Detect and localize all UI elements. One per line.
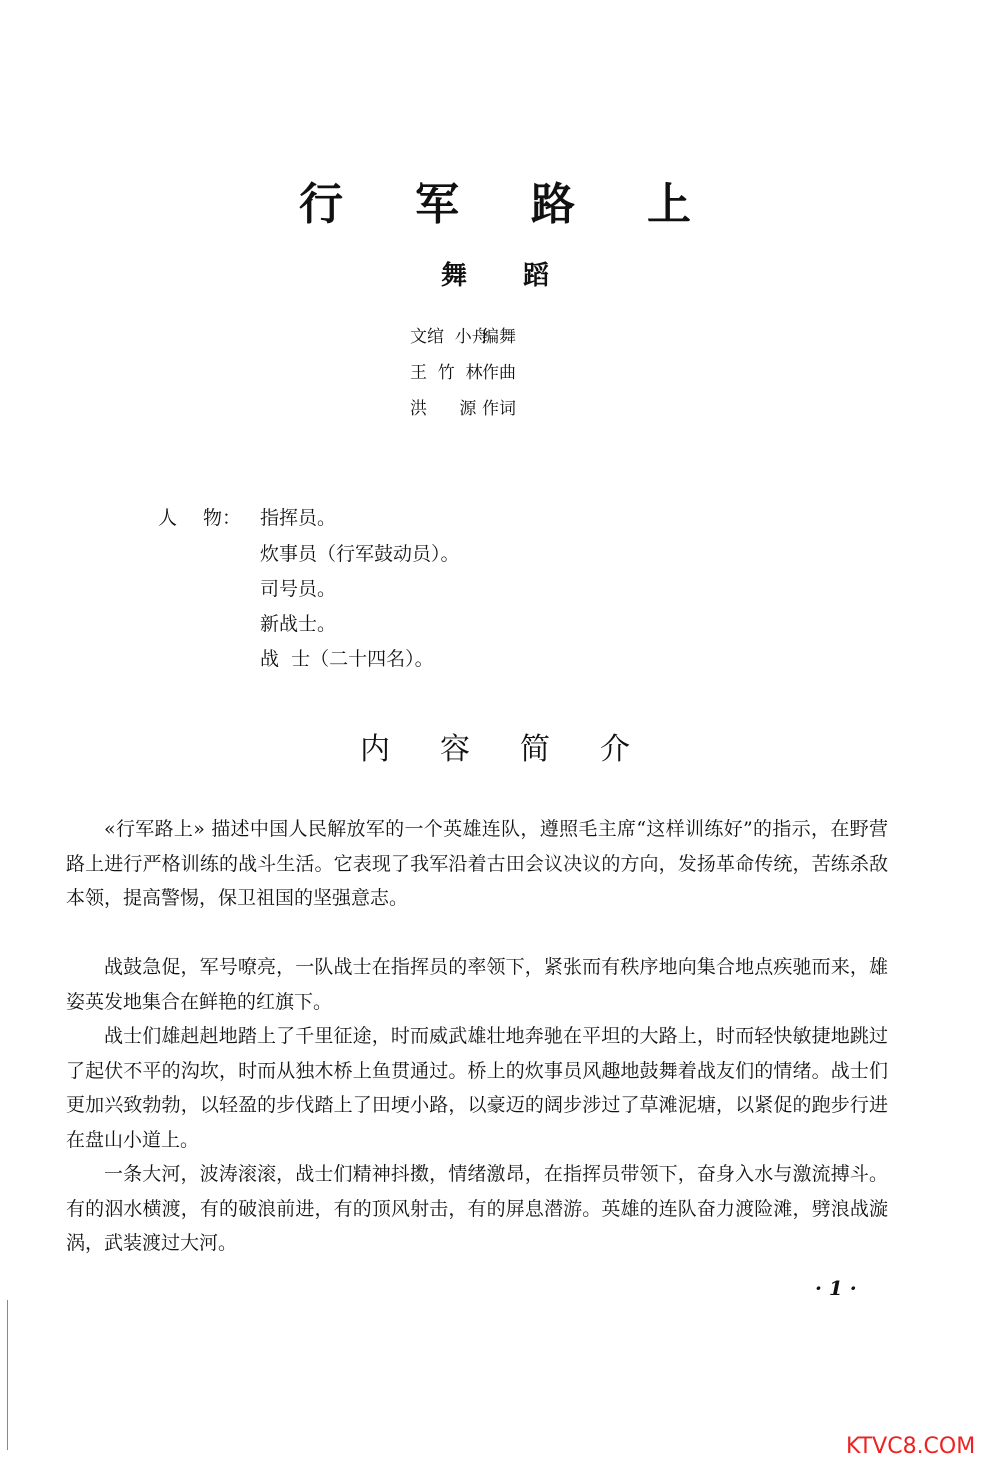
section-title-char: 内 <box>360 732 390 767</box>
intro-text <box>66 812 888 916</box>
credit-name: 洪 源 <box>410 399 477 419</box>
credit-role: 作曲 <box>482 363 516 383</box>
cast-list <box>158 502 460 678</box>
credit-line <box>410 322 516 358</box>
cast-label: 人 <box>158 507 178 529</box>
cast-label: 物： <box>203 507 242 529</box>
title-char: 军 <box>415 179 459 230</box>
cast-item: 战 士（二十四名）。 <box>260 648 434 670</box>
title-char: 行 <box>299 179 343 230</box>
subtitle-char: 舞 <box>440 261 467 291</box>
scan-edge-line <box>7 1300 8 1450</box>
cast-item: 司号员。 <box>260 578 337 600</box>
paragraph: 一条大河，波涛滚滚，战士们精神抖擞，情绪激昂，在指挥员带领下，奋身入水与激流搏斗。有的泅水横渡，有的破浪前进，有的顶风射击，有的屏息潜游。英雄的连队奋力渡险滩，劈浪战漩涡，武装渡过大河。 <box>66 1163 888 1254</box>
credit-name: 王 竹 林 <box>410 363 483 383</box>
paragraph: «行军路上» 描述中国人民解放军的一个英雄连队，遵照毛主席“这样训练好”的指示，在野营路上进行严格训练的战斗生活。它表现了我军沿着古田会议决议的方向，发扬革命传统，苦练杀敌本领，提高警惕，保卫祖国的坚强意志。 <box>66 818 888 909</box>
credits-block <box>410 322 516 430</box>
cast-item: 指挥员。 <box>260 507 337 529</box>
credit-role: 作词 <box>482 399 516 419</box>
credit-role: 编舞 <box>482 327 516 347</box>
page-title <box>0 168 990 232</box>
section-title-char: 介 <box>600 732 630 767</box>
cast-item: 炊事员（行军鼓动员）。 <box>260 543 460 565</box>
credit-name: 文绾 小舟 <box>410 327 489 347</box>
section-title-char: 容 <box>440 732 470 767</box>
title-char: 路 <box>531 179 575 230</box>
subtitle-char: 蹈 <box>523 261 550 291</box>
page-number: · 1 · <box>815 1276 857 1300</box>
paragraph: 战士们雄赳赳地踏上了千里征途，时而威武雄壮地奔驰在平坦的大路上，时而轻快敏捷地跳过了起伏不平的沟坎，时而从独木桥上鱼贯通过。桥上的炊事员风趣地鼓舞着战友们的情绪。战士们更加兴致勃勃，以轻盈的步伐踏上了田埂小路，以豪迈的阔步涉过了草滩泥塘，以紧促的跑步行进在盘山小道上。 <box>66 1025 888 1151</box>
body-text <box>66 950 888 1261</box>
credit-line <box>410 394 516 430</box>
title-char: 上 <box>647 179 691 230</box>
section-title-char: 简 <box>520 732 550 767</box>
credit-line <box>410 358 516 394</box>
page-subtitle <box>0 255 990 292</box>
paragraph: 战鼓急促，军号嘹亮，一队战士在指挥员的率领下，紧张而有秩序地向集合地点疾驰而来，雄姿英发地集合在鲜艳的红旗下。 <box>66 956 888 1013</box>
section-title <box>0 724 990 768</box>
cast-item: 新战士。 <box>260 613 337 635</box>
cast-header <box>158 502 460 538</box>
watermark: KTVC8.COM <box>846 1434 976 1459</box>
